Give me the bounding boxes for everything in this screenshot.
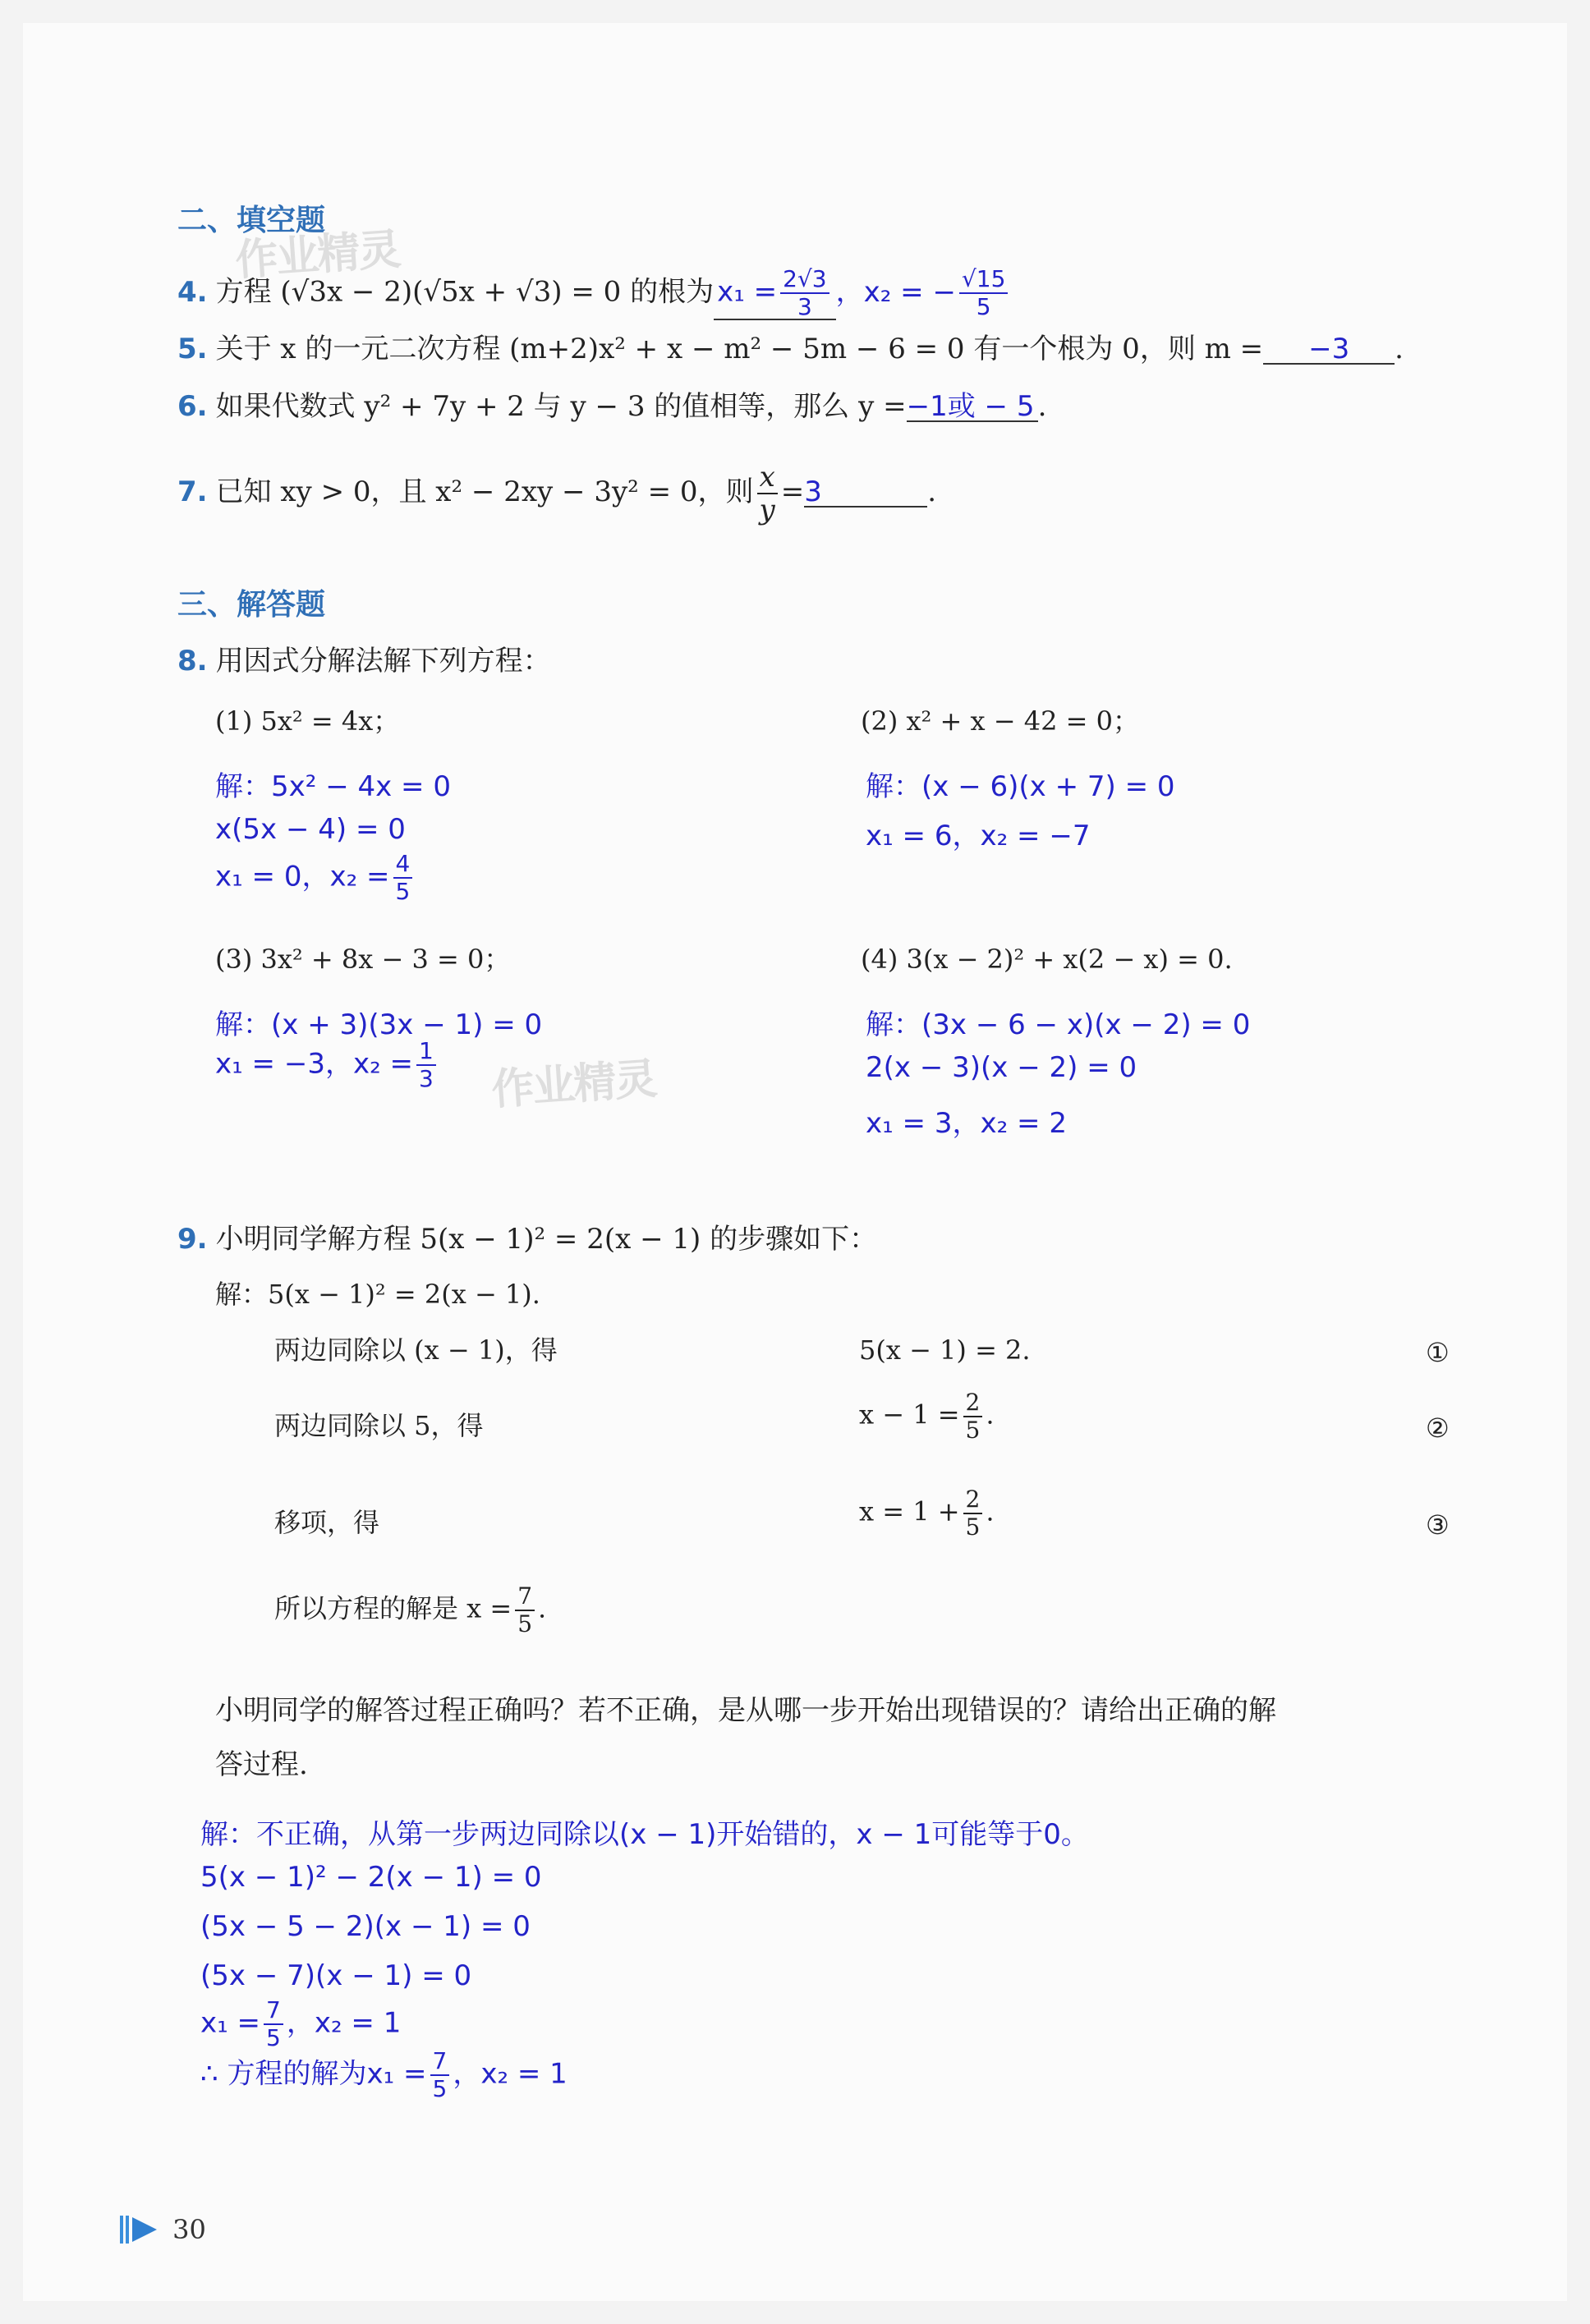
question-number: 9. — [177, 1223, 208, 1256]
q9-answer-line2: 5(x − 1)² − 2(x − 1) = 0 — [200, 1861, 542, 1894]
question-6: 6. 如果代数式 y² + 7y + 2 与 y − 3 的值相等，那么 y =−1或 − 5 . — [177, 390, 1047, 423]
question-9 — [177, 1223, 878, 1256]
page-number: 30 — [172, 2214, 206, 2245]
step1-marker: ① — [1426, 1337, 1450, 1368]
q8-part4-line3: x₁ = 3，x₂ = 2 — [866, 1107, 1067, 1140]
q9-question-line1: 小明同学的解答过程正确吗？若不正确，是从哪一步开始出现错误的？请给出正确的解 — [215, 1694, 1276, 1727]
play-arrow-icon — [132, 2216, 157, 2244]
q8-part3-line2: x₁ = −3，x₂ = $\frac{1}{3}$ — [215, 1040, 439, 1091]
question-number: 8. — [177, 645, 208, 677]
step2-left: 两边同除以 5，得 — [274, 1410, 484, 1441]
q9-answer-line3: (5x − 5 − 2)(x − 1) = 0 — [200, 1910, 531, 1943]
q8-part1-line1: 解：5x² − 4x = 0 — [215, 770, 451, 803]
question-text: 用因式分解法解下列方程： — [215, 645, 551, 677]
q8-part4-line1: 解：(3x − 6 − x)(x − 2) = 0 — [866, 1008, 1251, 1041]
answer-blank-x1: x₁ = $\frac{2√3}{3}$ — [714, 268, 836, 320]
q8-part3-line1: 解：(x + 3)(3x − 1) = 0 — [215, 1008, 543, 1041]
fraction-x-over-y: $\frac{x}{y}$ — [757, 463, 778, 524]
question-5: 5. 关于 x 的一元二次方程 (m+2)x² + x − m² − 5m − 6 = 0 有一个根为 0，则 m = −3 . — [177, 333, 1404, 365]
question-number: 4. — [177, 275, 208, 309]
watermark: 作业精灵 — [489, 1054, 658, 1115]
step3-marker: ③ — [1426, 1509, 1450, 1541]
step2-right: x − 1 = $\frac{2}{5}$ . — [859, 1389, 995, 1444]
question-text: 关于 x 的一元二次方程 (m+2)x² + x − m² − 5m − 6 = 0 有一个根为 0，则 m = — [215, 333, 1264, 365]
q8-part2-line1: 解：(x − 6)(x + 7) = 0 — [866, 770, 1175, 803]
question-text: 已知 xy > 0，且 x² − 2xy − 3y² = 0，则 — [215, 475, 754, 508]
answer-blank: −3 — [1263, 335, 1395, 365]
answer-blank: −1或 − 5 — [907, 393, 1038, 422]
answer-x2: x₂ = − $\frac{√15}{5}$ — [864, 276, 1012, 309]
question-4: 4. 方程 (√3x − 2)(√5x + √3) = 0 的根为 x₁ = $\frac{2√3}{3}$ ，x₂ = − $\frac{√15}{5}$ — [177, 268, 1011, 320]
q8-part1-line3: x₁ = 0，x₂ = $\frac{4}{5}$ — [215, 852, 416, 903]
q8-part4-line2: 2(x − 3)(x − 2) = 0 — [866, 1051, 1137, 1084]
step2-marker: ② — [1426, 1412, 1450, 1444]
q8-part3-label: (3) 3x² + 8x − 3 = 0； — [215, 944, 511, 975]
step3-left: 移项，得 — [274, 1507, 380, 1538]
q9-answer-line1: 解：不正确，从第一步两边同除以(x − 1)开始错的，x − 1可能等于0。 — [200, 1818, 1089, 1851]
q8-part1-line2: x(5x − 4) = 0 — [215, 813, 406, 846]
watermark: 作业精灵 — [233, 225, 402, 286]
footer-bar-icon — [120, 2216, 123, 2244]
q8-part2-label: (2) x² + x − 42 = 0； — [861, 705, 1139, 737]
step1-left: 两边同除以 (x − 1)，得 — [274, 1334, 558, 1366]
answer-blank: 3 — [804, 478, 927, 508]
question-number: 6. — [177, 390, 208, 423]
question-text: 小明同学解方程 5(x − 1)² = 2(x − 1) 的步骤如下： — [215, 1223, 878, 1256]
question-number: 5. — [177, 333, 208, 365]
q8-part4-label: (4) 3(x − 2)² + x(2 − x) = 0. — [861, 944, 1233, 975]
workbook-page — [23, 23, 1567, 2301]
page-footer — [120, 2214, 206, 2245]
question-8 — [177, 647, 551, 675]
q8-part2-line2: x₁ = 6，x₂ = −7 — [866, 820, 1091, 852]
section-title-solve: 三、解答题 — [177, 588, 326, 622]
question-number: 7. — [177, 475, 208, 508]
q9-answer-line6: ∴ 方程的解为x₁ = $\frac{7}{5}$ ，x₂ = 1 — [200, 2047, 568, 2102]
footer-bar-icon — [126, 2216, 129, 2244]
q9-answer-line4: (5x − 7)(x − 1) = 0 — [200, 1959, 472, 1992]
step4-conclusion: 所以方程的解是 x = $\frac{7}{5}$ . — [274, 1582, 547, 1637]
q8-part1-label: (1) 5x² = 4x； — [215, 705, 400, 737]
step1-right: 5(x − 1) = 2. — [859, 1334, 1031, 1366]
question-text: 如果代数式 y² + 7y + 2 与 y − 3 的值相等，那么 y = — [215, 390, 907, 423]
section-title-fill-in: 二、填空题 — [177, 204, 326, 237]
step3-right: x = 1 + $\frac{2}{5}$ . — [859, 1486, 995, 1541]
q9-answer-line5: x₁ = $\frac{7}{5}$ ，x₂ = 1 — [200, 1996, 402, 2051]
q9-question-line2: 答过程. — [215, 1748, 308, 1781]
q9-given-solution: 解：5(x − 1)² = 2(x − 1). — [215, 1279, 540, 1310]
question-7: 7. 已知 xy > 0，且 x² − 2xy − 3y² = 0，则 $\frac{x}{y}$ =3 . — [177, 461, 937, 526]
question-text: 方程 (√3x − 2)(√5x + √3) = 0 的根为 — [215, 275, 715, 309]
